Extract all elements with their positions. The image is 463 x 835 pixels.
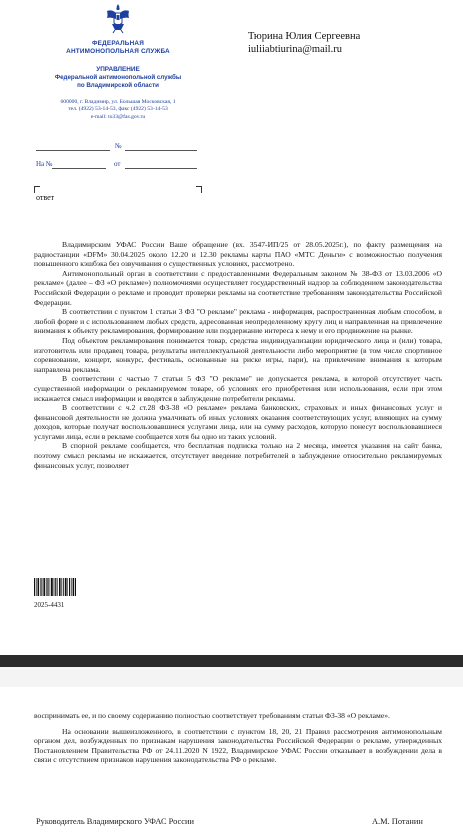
address-line-3: e-mail: to33@fas.gov.ru	[90, 113, 146, 120]
paragraph-3: В соответствии с пунктом 1 статьи 3 ФЗ "О рекламе" реклама - информация, распространенная любым способом, в любой форме и с использованием любых средств, адресованная неопределенному кругу лиц и направленная на привлечение внимания к объекту рекламирования, формирование или поддержание интереса к нему и его продвижение на рынке.	[34, 307, 442, 336]
dept-title: УПРАВЛЕНИЕ	[96, 66, 140, 73]
paragraph-conclusion: На основании вышеизложенного, в соответствии с пунктом 18, 20, 21 Правил рассмотрения антимонопольным органом дел, возбужденных по признакам нарушения законодательства Российской Федерации о рекламе, утвержденных Постановлением Правительства РФ от 24.11.2020 N 1922, Владимирское УФАС России отказывает в возбуждении дела в связи с отсутствием признаков нарушения законодательства РФ о рекламе.	[34, 726, 442, 765]
document-page-2	[0, 687, 463, 835]
dept-line-1: Федеральной антимонопольной службы	[54, 74, 182, 81]
coat-of-arms-icon	[103, 2, 133, 34]
address-line-2: тел. (4922) 53-14-53, факс (4922) 53-14-53	[68, 106, 168, 113]
letterhead-organization	[30, 40, 206, 56]
paragraph-5: В соответствии с частью 7 статьи 5 ФЗ "О рекламе" не допускается реклама, в которой отсутствует часть существенной информации о рекламируемом товаре, об условиях его приобретения или использования, если при этом искажается смысл информации и вводятся в заблуждение потребители рекламы.	[34, 374, 442, 403]
org-line-1: ФЕДЕРАЛЬНАЯ	[91, 40, 145, 47]
address-line-1: 600000, г. Владимир, ул. Большая Московская, 1	[60, 99, 176, 105]
from-date-line	[125, 168, 197, 169]
signature-name: А.М. Потанин	[372, 817, 423, 826]
reg-date-line	[36, 150, 110, 151]
paragraph-7: В спорной рекламе сообщается, что бесплатная подписка только на 2 месяца, имеется указания на сайт банка, поэтому смысл рекламы не искажается, отсутствует введение потребителей в заблуждение относительно рекламируемых финансовых услуг, позволяет	[34, 441, 442, 470]
recipient-email[interactable]: iuliiabtiurina@mail.ru	[248, 44, 342, 55]
page-separator	[0, 655, 463, 667]
org-line-2: АНТИМОНОПОЛЬНАЯ СЛУЖБА	[66, 48, 170, 55]
recipient-name: Тюрина Юлия Сергеевна	[248, 31, 361, 42]
paragraph-6: В соответствии с ч.2 ст.28 ФЗ-38 «О рекламе» реклама банковских, страховых и иных финансовых услуг и финансовой деятельности не должна умалчивать об иных условиях оказания соответствующих услуг, влияющих на сумму доходов, которые получат воспользовавшиеся услугами лица, или на сумму расходов, которую понесут воспользовавшиеся услугами лица, если в рекламе сообщается хотя бы одно из таких условий.	[34, 403, 442, 441]
signature-position: Руководитель Владимирского УФАС России	[36, 817, 194, 826]
dept-line-2: по Владимирской области	[77, 81, 159, 89]
reg-number-line	[125, 150, 197, 151]
paragraph-2: Антимонопольный орган в соответствии с предоставленными Федеральным законом № 38-ФЗ от 13.03.2006 «О рекламе» (далее – ФЗ «О рекламе») полномочиями осуществляет государственный надзор за соблюдением законодательства Российской Федерации о рекламе и проводит проверки рекламы на соответствие требованиям законодательства Российской Федерации.	[34, 268, 442, 307]
letter-body-page-1	[34, 240, 442, 470]
letter-body-page-2	[34, 711, 442, 765]
on-number-label: На №	[36, 160, 53, 168]
letterhead-address	[30, 99, 206, 121]
from-label: от	[114, 160, 121, 168]
subject-bracket-right	[196, 186, 202, 193]
barcode-number: 2025-4431	[34, 601, 65, 609]
barcode-icon	[34, 578, 76, 596]
paragraph-continued: воспринимать ее, и по своему содержанию полностью соответствует требованиям статьи ФЗ-38 «О рекламе».	[34, 711, 390, 720]
subject-bracket-left	[34, 186, 40, 193]
paragraph-1: Владимирским УФАС России Ваше обращение (вх. 3547-ИП/25 от 28.05.2025г.), по факту размещения на радиостанции «DFM» 30.04.2025 около 12.20 и 12.30 рекламы карты ПАО «МТС Деньги» с возможностью получения повышенного кэшбэка без озвучивания о существенных условиях, рассмотрено.	[34, 240, 442, 269]
recipient-block	[248, 30, 360, 56]
paragraph-4: Под объектом рекламирования понимается товар, средства индивидуализации юридического лица и (или) товара, изготовитель или продавец товара, результаты интеллектуальной деятельности либо мероприятие (в том числе спортивное соревнование, концерт, конкурс, фестиваль, основанные на риске игры, пари), на привлечение внимания к которым направлена реклама.	[34, 335, 442, 374]
subject-line: ответ	[36, 193, 55, 202]
page-separator-margin	[0, 667, 463, 687]
on-number-line	[52, 168, 106, 169]
letterhead-department	[30, 66, 206, 89]
number-sign: №	[115, 142, 122, 150]
